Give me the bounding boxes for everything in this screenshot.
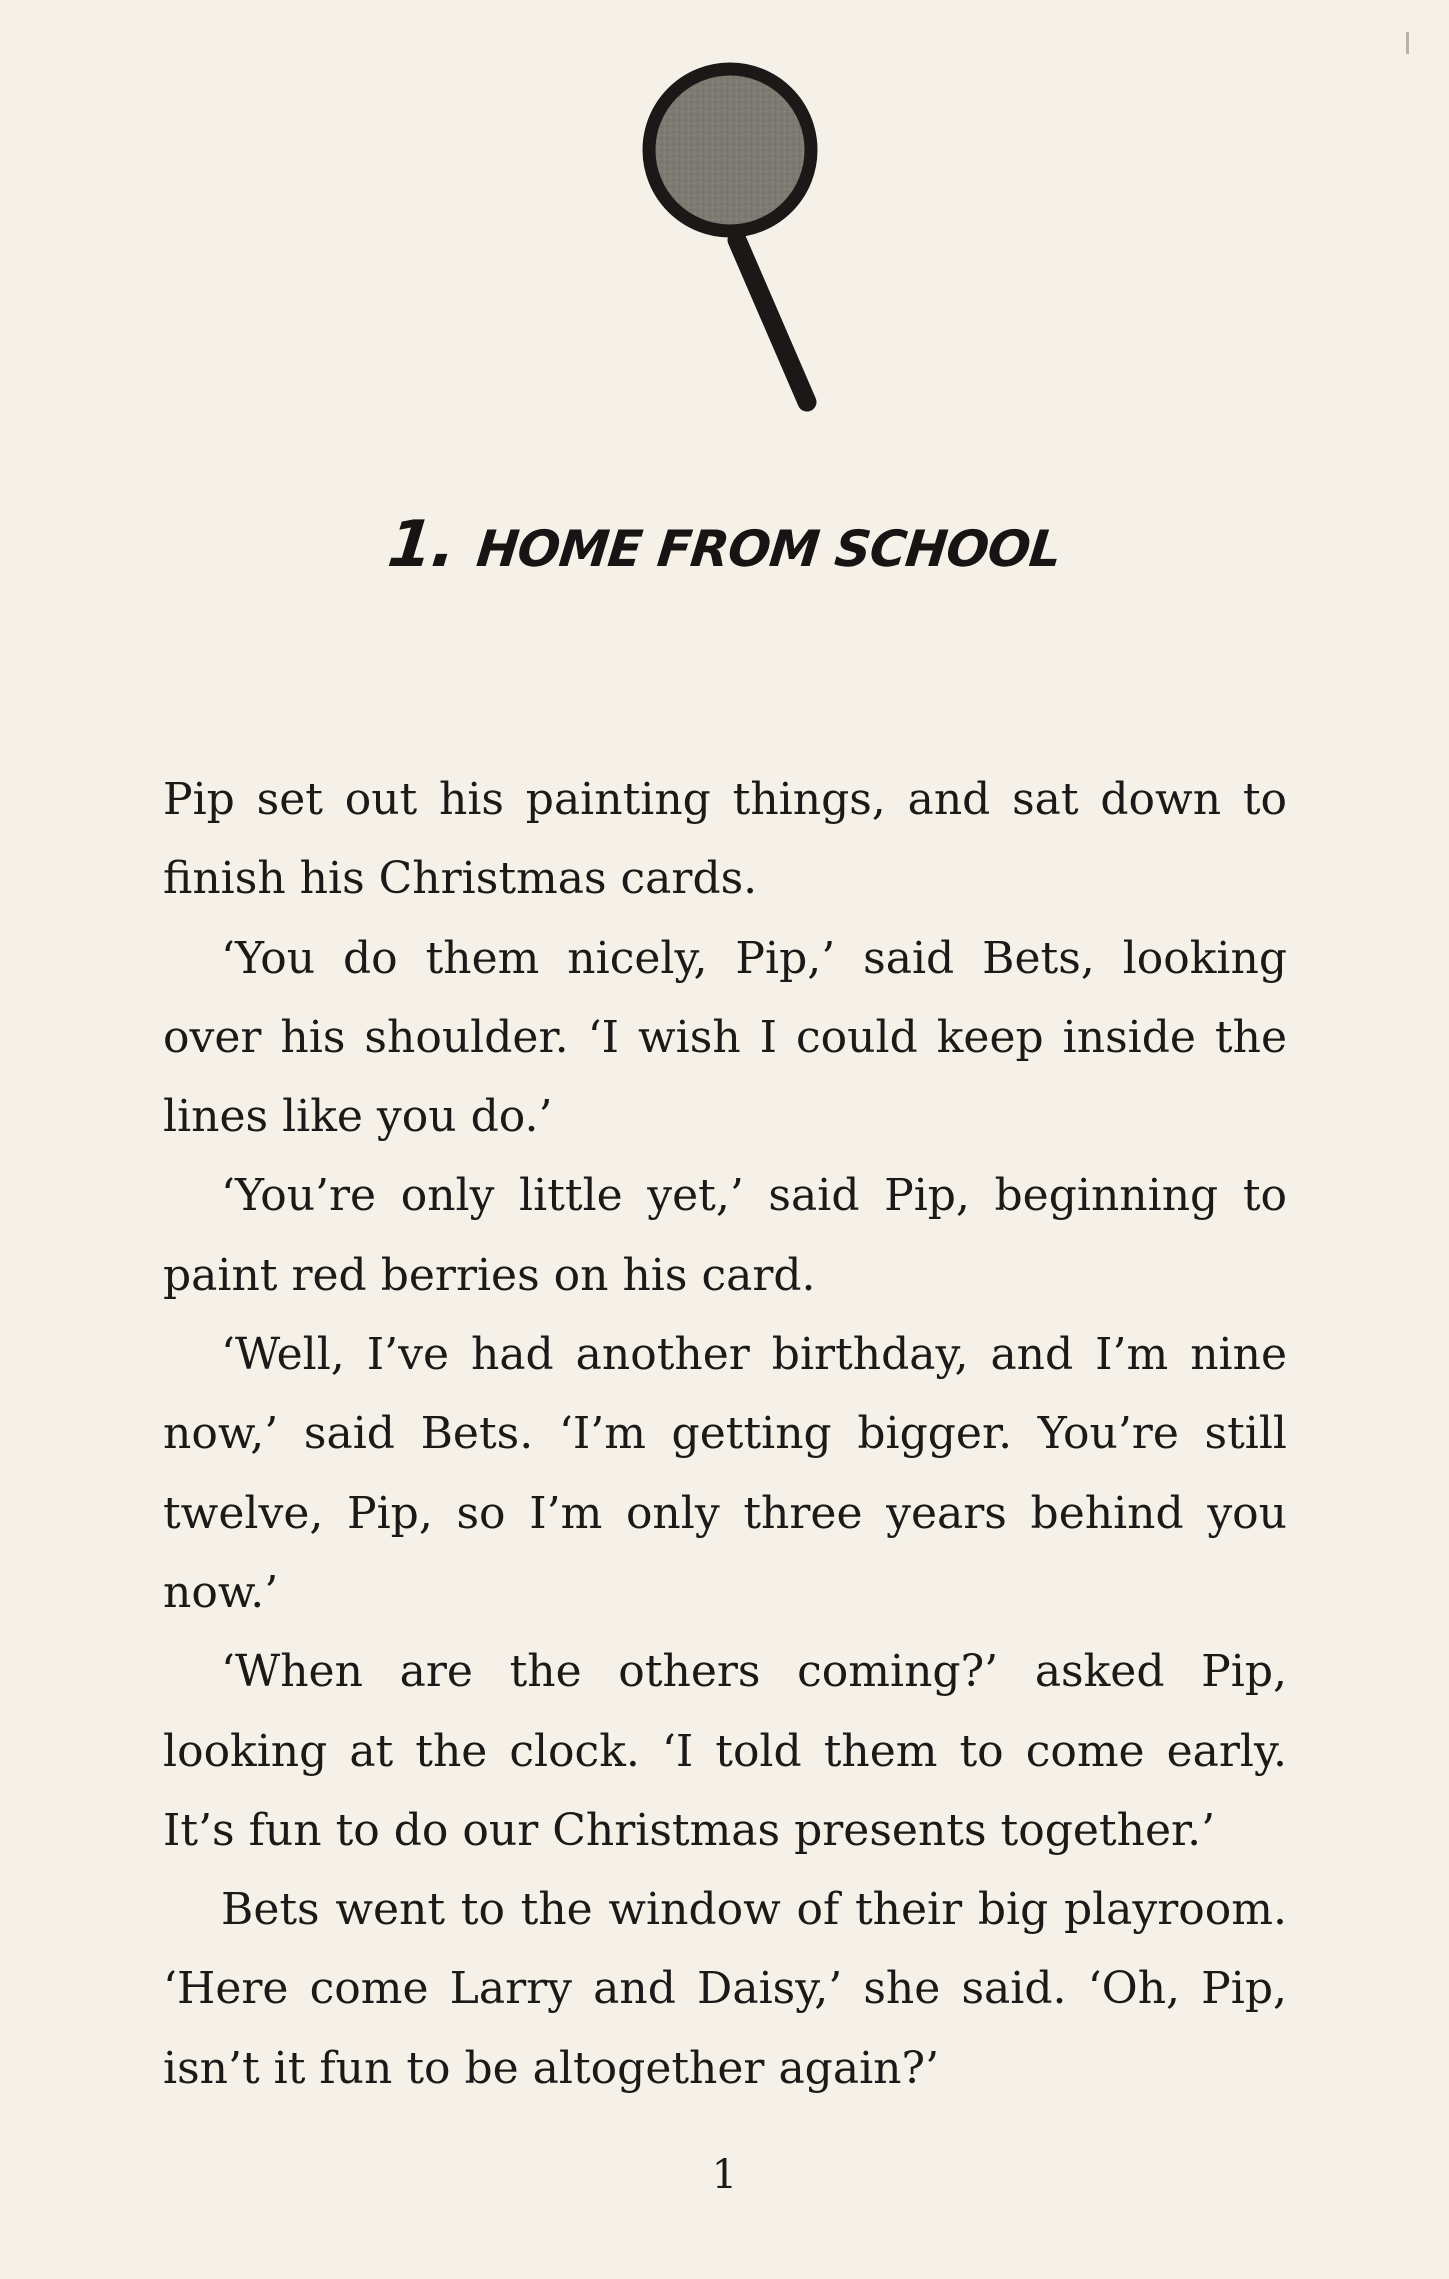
chapter-body — [163, 760, 1287, 2108]
paragraph: ‘You do them nicely, Pip,’ said Bets, looking over his shoulder. ‘I wish I could keep inside the lines like you do.’ — [163, 932, 1287, 1143]
paper-mark — [1406, 32, 1409, 54]
chapter-title: HOME FROM SCHOOL — [473, 520, 1064, 578]
paragraph: ‘When are the others coming?’ asked Pip, looking at the clock. ‘I told them to come early. It’s fun to do our Christmas presents together.’ — [163, 1646, 1287, 1856]
chapter-heading — [0, 508, 1449, 582]
magnifying-glass-icon — [615, 50, 845, 420]
chapter-number: 1. — [384, 508, 459, 582]
paragraph: ‘Well, I’ve had another birthday, and I’m nine now,’ said Bets. ‘I’m getting bigger. You’re still twelve, Pip, so I’m only three years behind you now.’ — [163, 1329, 1287, 1618]
paragraph: Bets went to the window of their big playroom. ‘Here come Larry and Daisy,’ she said. ‘Oh, Pip, isn’t it fun to be altogether again?’ — [163, 1884, 1287, 2094]
paragraph: ‘You’re only little yet,’ said Pip, beginning to paint red berries on his card. — [163, 1170, 1287, 1301]
paragraph: Pip set out his painting things, and sat down to finish his Christmas cards. — [163, 774, 1287, 905]
page-number: 1 — [711, 2152, 738, 2198]
